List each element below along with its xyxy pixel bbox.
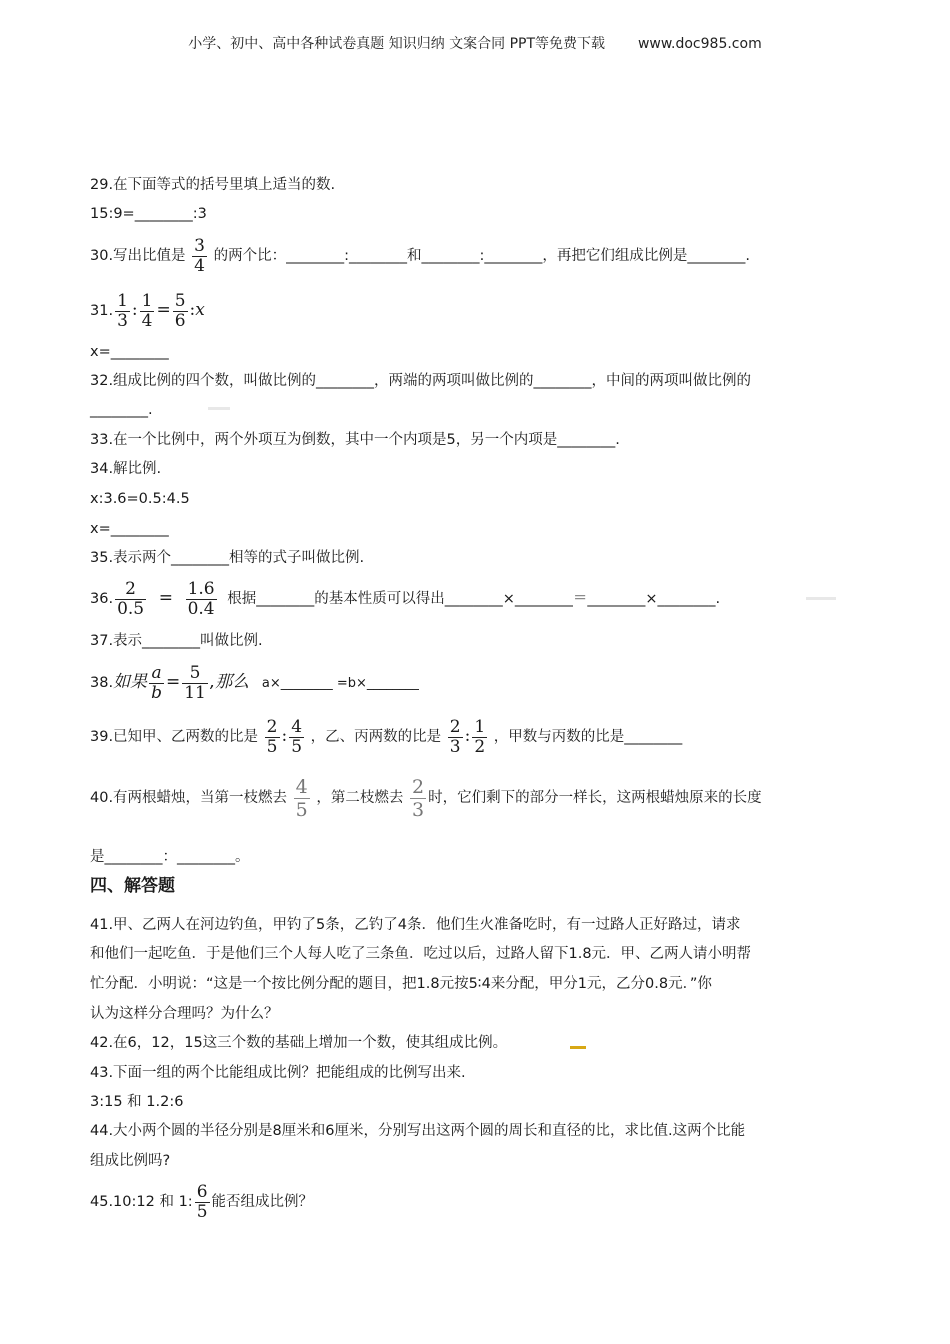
question-31-equation: 31. $\frac{1}{3}$ : $\frac{1}{4}$ = $\frac{5}{6}$ :x bbox=[90, 290, 205, 331]
question-44-line1: 44.大小两个圆的半径分别是8厘米和6厘米，分别写出这两个圆的周长和直径的比，求比值.这两个比能 bbox=[90, 1123, 746, 1139]
fraction-4-5: $\frac{4}{5}$ bbox=[295, 775, 308, 821]
question-32-line2: ________. bbox=[90, 402, 153, 418]
question-41-line3: 忙分配．小明说：“这是一个按比例分配的题目，把1.8元按5∶4来分配，甲分1元，乙分0.8元．”你 bbox=[90, 976, 712, 992]
question-44-line2: 组成比例吗? bbox=[90, 1153, 171, 1169]
page-header bbox=[0, 33, 950, 53]
question-40-line1: 40.有两根蜡烛，当第一枝燃去 $\frac{4}{5}$ ，第二枝燃去 $\frac{2}{3}$ 时，它们剩下的部分一样长，这两根蜡烛原来的长度 bbox=[90, 775, 762, 821]
question-41-line1: 41.甲、乙两人在河边钓鱼，甲钓了5条，乙钓了4条．他们生火准备吃时，有一过路人正好路过，请求 bbox=[90, 917, 741, 933]
question-34-answer: x=________ bbox=[90, 521, 169, 537]
fraction-6-5: $\frac{6}{5}$ bbox=[196, 1181, 208, 1222]
question-41-line4: 认为这样分合理吗？为什么？ bbox=[90, 1006, 279, 1022]
fraction-1-3: $\frac{1}{3}$ bbox=[117, 290, 128, 331]
question-29-title: 29.在下面等式的括号里填上适当的数. bbox=[90, 177, 336, 193]
question-31-answer: x=________ bbox=[90, 344, 169, 360]
fraction-3-4: $\frac{3}{4}$ bbox=[194, 235, 205, 276]
question-42: 42.在6，12，15这三个数的基础上增加一个数，使其组成比例。 bbox=[90, 1035, 508, 1051]
fraction-2-3: $\frac{2}{3}$ bbox=[449, 716, 461, 757]
question-43-title: 43.下面一组的两个比能组成比例？把能组成的比例写出来. bbox=[90, 1065, 466, 1081]
fraction-2-0.5: $\frac{2}{0.5}$ bbox=[117, 578, 145, 619]
fraction-2-3: $\frac{2}{3}$ bbox=[411, 775, 425, 821]
header-text: 小学、初中、高中各种试卷真题 知识归纳 文案合同 PPT等免费下载 bbox=[188, 36, 606, 52]
question-37: 37.表示________叫做比例. bbox=[90, 633, 263, 649]
question-35: 35.表示两个________相等的式子叫做比例. bbox=[90, 550, 365, 566]
question-29-equation: 15:9=________:3 bbox=[90, 206, 207, 222]
question-45: 45.10:12 和 1: $\frac{6}{5}$ 能否组成比例？ bbox=[90, 1181, 314, 1222]
fraction-2-5: $\frac{2}{5}$ bbox=[266, 716, 278, 757]
fraction-4-5: $\frac{4}{5}$ bbox=[291, 716, 303, 757]
question-32-line1: 32.组成比例的四个数，叫做比例的________，两端的两项叫做比例的________，中间的两项叫做比例的 bbox=[90, 373, 752, 389]
fraction-5-11: $\frac{5}{11}$ bbox=[184, 662, 206, 703]
question-40-line2: 是________：________。 bbox=[90, 849, 250, 865]
question-41-line2: 和他们一起吃鱼．于是他们三个人每人吃了三条鱼．吃过以后，过路人留下1.8元．甲、乙两人请小明帮 bbox=[90, 946, 752, 962]
fraction-a-b: $\frac{a}{b}$ bbox=[151, 662, 162, 703]
question-39: 39.已知甲、乙两数的比是 $\frac{2}{5}$ : $\frac{4}{5}$ ，乙、丙两数的比是 $\frac{2}{3}$ : $\frac{1}{2}$ ，甲数与丙数的比是________ bbox=[90, 716, 683, 757]
faint-mark bbox=[208, 407, 230, 410]
question-30: 30.写出比值是 $\frac{3}{4}$ 的两个比：________:________和________:________，再把它们组成比例是________. bbox=[90, 235, 750, 276]
question-34-title: 34.解比例. bbox=[90, 461, 162, 477]
header-url: www.doc985.com bbox=[637, 36, 762, 52]
question-43-equation: 3:15 和 1.2:6 bbox=[90, 1094, 184, 1110]
faint-mark bbox=[806, 597, 836, 600]
highlight-mark bbox=[570, 1046, 586, 1049]
question-36: 36. $\frac{2}{0.5}$ = $\frac{1.6}{0.4}$ 根据________的基本性质可以得出________×________＝________×________. bbox=[90, 578, 721, 619]
fraction-1-2: $\frac{1}{2}$ bbox=[474, 716, 486, 757]
question-33: 33.在一个比例中，两个外项互为倒数，其中一个内项是5，另一个内项是________. bbox=[90, 432, 620, 448]
fraction-1-4: $\frac{1}{4}$ bbox=[141, 290, 153, 331]
section-heading: 四、解答题 bbox=[90, 876, 175, 896]
fraction-1.6-0.4: $\frac{1.6}{0.4}$ bbox=[187, 578, 215, 619]
fraction-5-6: $\frac{5}{6}$ bbox=[174, 290, 186, 331]
question-38: 38.如果 $\frac{a}{b}$ = $\frac{5}{11}$ ,那么 a×________ =b×________ bbox=[90, 662, 419, 703]
question-34-equation: x:3.6=0.5:4.5 bbox=[90, 491, 190, 507]
